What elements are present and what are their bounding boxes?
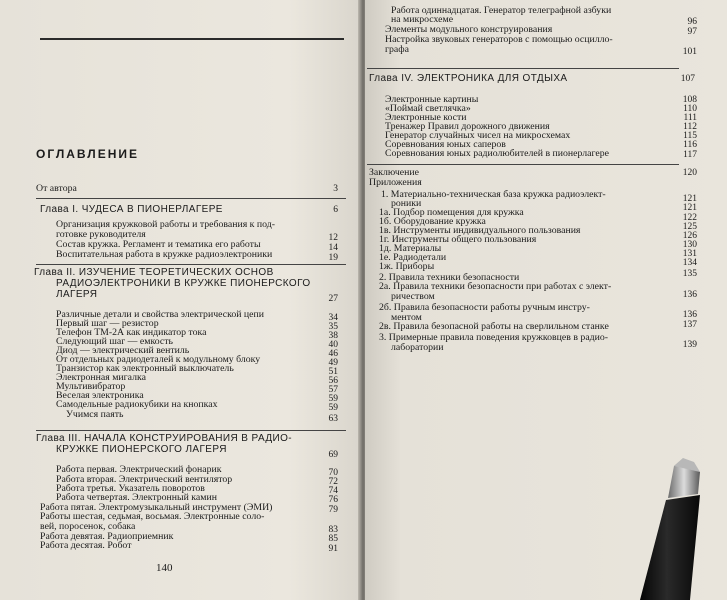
right-toc-entry-page: 134 — [682, 258, 697, 268]
left-toc-entry-page: 76 — [328, 495, 338, 505]
right-toc-entry-title: Элементы модульного конструирования — [385, 24, 553, 35]
separator — [36, 264, 346, 265]
left-toc-entry-title: Мультивибратор — [56, 381, 126, 392]
left-toc-entry-title: Транзистор как электронный выключатель — [56, 363, 234, 374]
left-toc-entry-page: 51 — [328, 367, 338, 377]
left-toc-entry-page: 6 — [333, 205, 338, 215]
right-toc-entry-page: 110 — [683, 104, 697, 114]
right-toc-entry-title: 1а. Подбор помещения для кружка — [379, 207, 524, 218]
left-toc-entry-title: Работа пятая. Электромузыкальный инструмент (ЭМИ) — [40, 502, 273, 513]
left-toc-entry-page: 35 — [328, 322, 338, 332]
right-toc-entry-title: Настройка звуковых генераторов с помощью осцилло- — [385, 34, 613, 45]
left-toc-entry-title: Глава I. ЧУДЕСА В ПИОНЕРЛАГЕРЕ — [40, 204, 223, 215]
right-toc-entry-page: 131 — [682, 249, 697, 259]
right-toc-entry-title: «Поймай светлячка» — [385, 103, 471, 114]
contents-title: ОГЛАВЛЕНИЕ — [36, 147, 140, 161]
left-toc-entry-page: 63 — [328, 414, 338, 424]
separator — [367, 164, 679, 165]
right-toc-entry-page: 126 — [682, 231, 697, 241]
right-toc-entry-title: 1д. Материалы — [379, 243, 442, 254]
right-toc-entry-page: 101 — [682, 47, 697, 57]
right-toc-entry-title: графа — [385, 44, 409, 55]
right-toc-entry-title: Тренажер Правил дорожного движения — [385, 121, 550, 132]
left-toc-entry-page: 74 — [328, 486, 338, 496]
separator — [367, 68, 679, 69]
left-toc-entry-title: От отдельных радиодеталей к модульному блоку — [56, 354, 261, 365]
right-toc-entry-page: 112 — [683, 122, 697, 132]
right-toc-entry-title: лаборатории — [391, 342, 444, 353]
left-toc-entry-page: 69 — [328, 450, 338, 460]
right-toc-entry-title: 3. Примерные правила поведения кружковцев в радио- — [379, 332, 609, 343]
right-toc-entry-page: 121 — [682, 203, 697, 213]
left-toc-entry-title: Электронная мигалка — [56, 372, 146, 383]
right-toc-entry-page: 117 — [683, 150, 697, 160]
left-toc-entry-page: 85 — [328, 534, 338, 544]
left-toc-entry-page: 34 — [328, 313, 338, 323]
left-toc-entry-title: Веселая электроника — [56, 390, 144, 401]
right-toc-entry-title: 1. Материально-техническая база кружка радиоэлект- — [381, 189, 606, 200]
right-toc-entry-title: 2а. Правила техники безопасности при работах с элект- — [379, 281, 612, 292]
right-toc-entry-page: 115 — [683, 131, 697, 141]
right-toc-entry-page: 136 — [682, 290, 697, 300]
page-number: 140 — [156, 562, 173, 574]
left-toc-entry-page: 70 — [328, 468, 338, 478]
left-toc-entry-title: Работа вторая. Электрический вентилятор — [56, 474, 233, 485]
right-toc-entry-page: 139 — [682, 340, 697, 350]
right-toc-entry-page: 136 — [682, 310, 697, 320]
right-toc-entry-title: ричеством — [391, 291, 435, 302]
right-toc-entry-title: 1е. Радиодетали — [379, 252, 447, 263]
left-toc-entry-page: 27 — [328, 294, 338, 304]
left-toc-entry-page: 14 — [328, 243, 338, 253]
left-toc-entry-page: 79 — [328, 505, 338, 515]
right-toc-entry-page: 97 — [687, 27, 697, 37]
right-toc-entry-title: Заключение — [369, 167, 419, 178]
left-toc-entry-title: готовке руководителя — [56, 229, 146, 240]
left-toc-entry-title: РАДИОЭЛЕКТРОНИКИ В КРУЖКЕ ПИОНЕРСКОГО — [56, 278, 311, 289]
right-toc-entry-page: 137 — [682, 320, 697, 330]
right-toc-entry-title: на микросхеме — [391, 14, 454, 25]
left-toc-entry-title: Работа третья. Указатель поворотов — [56, 483, 205, 494]
top-rule — [40, 38, 344, 40]
left-toc-entry-page: 91 — [328, 544, 338, 554]
right-toc-entry-title: 1ж. Приборы — [379, 261, 435, 272]
left-page — [0, 0, 362, 600]
left-toc-entry-title: Диод — электрический вентиль — [56, 345, 190, 356]
right-toc-entry-title: 1б. Оборудование кружка — [379, 216, 486, 227]
left-toc-entry-title: Самодельные радиокубики на кнопках — [56, 399, 218, 410]
right-toc-entry-page: 130 — [682, 240, 697, 250]
left-toc-entry-title: вей, поросенок, собака — [40, 521, 136, 532]
left-toc-entry-title: Глава II. ИЗУЧЕНИЕ ТЕОРЕТИЧЕСКИХ ОСНОВ — [34, 267, 274, 278]
left-toc-entry-title: Работа четвертая. Электронный камин — [56, 492, 217, 503]
left-toc-entry-title: Различные детали и свойства электрической цепи — [56, 309, 264, 320]
right-toc-entry-title: Соревнования юных радиолюбителей в пионерлагере — [385, 148, 610, 159]
separator — [36, 430, 346, 431]
left-toc-entry-title: Состав кружка. Регламент и тематика его работы — [56, 239, 261, 250]
left-toc-entry-title: Работа десятая. Робот — [40, 540, 132, 551]
left-toc-entry-page: 83 — [328, 525, 338, 535]
right-toc-entry-page: 122 — [682, 213, 697, 223]
right-toc-entry-page: 108 — [682, 95, 697, 105]
right-toc-entry-page: 125 — [682, 222, 697, 232]
right-toc-entry-title: 1г. Инструменты общего пользования — [379, 234, 537, 245]
right-toc-entry-title: Глава IV. ЭЛЕКТРОНИКА ДЛЯ ОТДЫХА — [369, 73, 568, 84]
right-toc-entry-page: 116 — [683, 140, 697, 150]
right-toc-entry-title: ментом — [391, 312, 422, 323]
left-toc-entry-page: 56 — [328, 376, 338, 386]
right-toc-entry-page: 111 — [683, 113, 697, 123]
right-toc-entry-page: 121 — [682, 194, 697, 204]
left-toc-entry-page: 46 — [328, 349, 338, 359]
right-toc-entry-title: 2в. Правила безопасной работы на сверлильном станке — [379, 321, 609, 332]
left-toc-entry-page: 49 — [328, 358, 338, 368]
right-toc-entry-page: 120 — [682, 168, 697, 178]
right-toc-entry-page: 96 — [687, 17, 697, 27]
separator — [36, 198, 346, 199]
left-toc-entry-title: Организация кружковой работы и требования к под- — [56, 219, 275, 230]
left-toc-entry-title: Телефон ТМ-2А как индикатор тока — [56, 327, 207, 338]
right-toc-entry-title: Электронные кости — [385, 112, 467, 123]
right-toc-entry-title: 2. Правила техники безопасности — [379, 272, 520, 283]
left-toc-entry-page: 59 — [328, 394, 338, 404]
left-toc-entry-page: 59 — [328, 403, 338, 413]
right-toc-entry-title: Приложения — [369, 177, 422, 188]
right-toc-entry-page: 135 — [682, 269, 697, 279]
right-toc-entry-title: Работа одиннадцатая. Генератор телеграфной азбуки — [391, 5, 612, 16]
right-toc-entry-title: 1в. Инструменты индивидуального пользования — [379, 225, 581, 236]
left-toc-entry-title: От автора — [36, 183, 77, 194]
left-toc-entry-page: 19 — [328, 253, 338, 263]
right-toc-entry-title: Генератор случайных чисел на микросхемах — [385, 130, 571, 141]
right-toc-entry-page: 107 — [680, 74, 695, 84]
left-toc-entry-title: Работа девятая. Радиоприемник — [40, 531, 174, 542]
left-toc-entry-page: 3 — [333, 184, 338, 194]
left-toc-entry-title: КРУЖКЕ ПИОНЕРСКОГО ЛАГЕРЯ — [56, 444, 227, 455]
left-toc-entry-page: 40 — [328, 340, 338, 350]
left-toc-entry-title: Учимся паять — [66, 409, 124, 420]
left-toc-entry-page: 72 — [328, 477, 338, 487]
right-toc-entry-title: роники — [391, 198, 422, 209]
left-toc-entry-title: Работа первая. Электрический фонарик — [56, 464, 222, 475]
right-toc-entry-title: Соревнования юных саперов — [385, 139, 506, 150]
left-toc-entry-title: Работы шестая, седьмая, восьмая. Электронные соло- — [40, 511, 265, 522]
left-toc-entry-title: Следующий шаг — емкость — [56, 336, 173, 347]
right-toc-entry-title: 2б. Правила безопасности работы ручным инстру- — [379, 302, 590, 313]
right-toc-entry-title: Электронные картины — [385, 94, 479, 105]
left-toc-entry-title: ЛАГЕРЯ — [56, 289, 98, 300]
left-toc-entry-page: 38 — [328, 331, 338, 341]
right-page — [365, 0, 727, 600]
left-toc-entry-title: Воспитательная работа в кружке радиоэлектроники — [56, 249, 273, 260]
left-toc-entry-page: 57 — [328, 385, 338, 395]
left-toc-entry-title: Глава III. НАЧАЛА КОНСТРУИРОВАНИЯ В РАДИО- — [36, 433, 293, 444]
left-toc-entry-title: Первый шаг — резистор — [56, 318, 159, 329]
left-toc-entry-page: 12 — [328, 233, 338, 243]
